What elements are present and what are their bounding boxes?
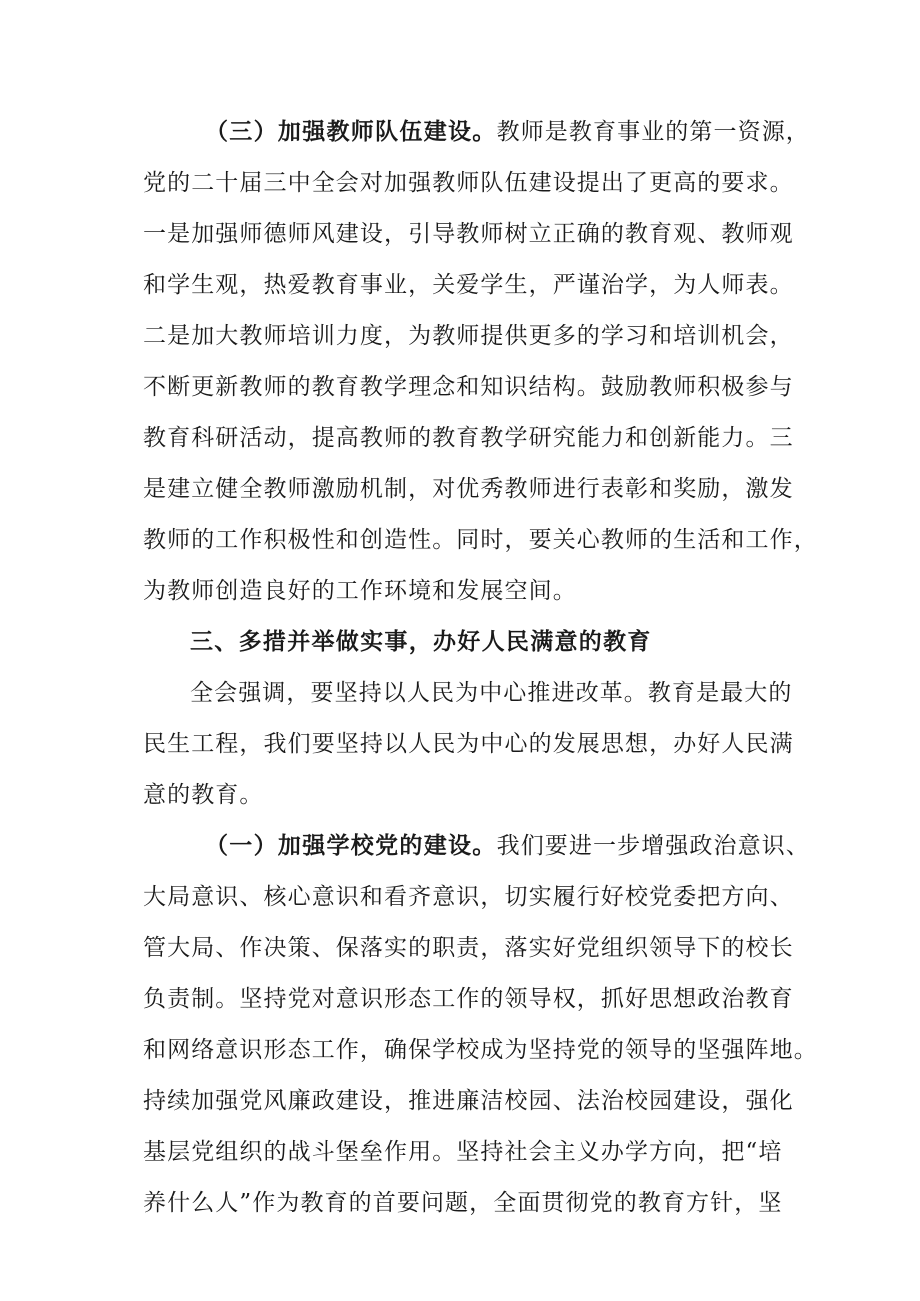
paragraph-line: 党的二十届三中全会对加强教师队伍建设提出了更高的要求。 — [143, 170, 794, 196]
paragraph-line: 是建立健全教师激励机制，对优秀教师进行表彰和奖励，激发 — [143, 476, 794, 502]
paragraph-line: 管大局、作决策、保落实的职责，落实好党组织领导下的校长 — [143, 935, 794, 961]
paragraph-line: 教师的工作积极性和创造性。同时，要关心教师的生活和工作， — [143, 527, 818, 553]
paragraph-line: 基层党组织的战斗堡垒作用。坚持社会主义办学方向，把“培 — [143, 1139, 783, 1165]
paragraph-line: 不断更新教师的教育教学理念和知识结构。鼓励教师积极参与 — [143, 374, 794, 400]
paragraph-party-line-1 — [205, 831, 810, 861]
paragraph-teachers-line-1 — [205, 117, 810, 147]
paragraph-line: 为教师创造良好的工作环境和发展空间。 — [143, 578, 577, 604]
paragraph-text: 教师是教育事业的第一资源， — [496, 119, 810, 145]
paragraph-line: 二是加大教师培训力度，为教师提供更多的学习和培训机会， — [143, 323, 794, 349]
paragraph-line: 一是加强师德师风建设，引导教师树立正确的教育观、教师观 — [143, 221, 794, 247]
paragraph-line: 大局意识、核心意识和看齐意识，切实履行好校党委把方向、 — [143, 884, 794, 910]
paragraph-line: 负责制。坚持党对意识形态工作的领导权，抓好思想政治教育 — [143, 986, 794, 1012]
paragraph-line: 教育科研活动，提高教师的教育教学研究能力和创新能力。三 — [143, 425, 794, 451]
intro-line: 意的教育。 — [143, 782, 264, 808]
paragraph-line: 养什么人”作为教育的首要问题，全面贯彻党的教育方针，坚 — [143, 1190, 783, 1216]
intro-line: 全会强调，要坚持以人民为中心推进改革。教育是最大的 — [190, 680, 793, 706]
subsection-three-title: （三）加强教师队伍建设。 — [205, 119, 497, 145]
paragraph-line: 和学生观，热爱教育事业，关爱学生，严谨治学，为人师表。 — [143, 272, 794, 298]
paragraph-line: 和网络意识形态工作，确保学校成为坚持党的领导的坚强阵地。 — [143, 1037, 818, 1063]
subsection-one-title: （一）加强学校党的建设。 — [205, 833, 497, 859]
section-heading: 三、多措并举做实事，办好人民满意的教育 — [190, 629, 652, 655]
paragraph-line: 持续加强党风廉政建设，推进廉洁校园、法治校园建设，强化 — [143, 1088, 794, 1114]
paragraph-text: 我们要进一步增强政治意识、 — [496, 833, 810, 859]
intro-line: 民生工程，我们要坚持以人民为中心的发展思想，办好人民满 — [143, 731, 794, 757]
